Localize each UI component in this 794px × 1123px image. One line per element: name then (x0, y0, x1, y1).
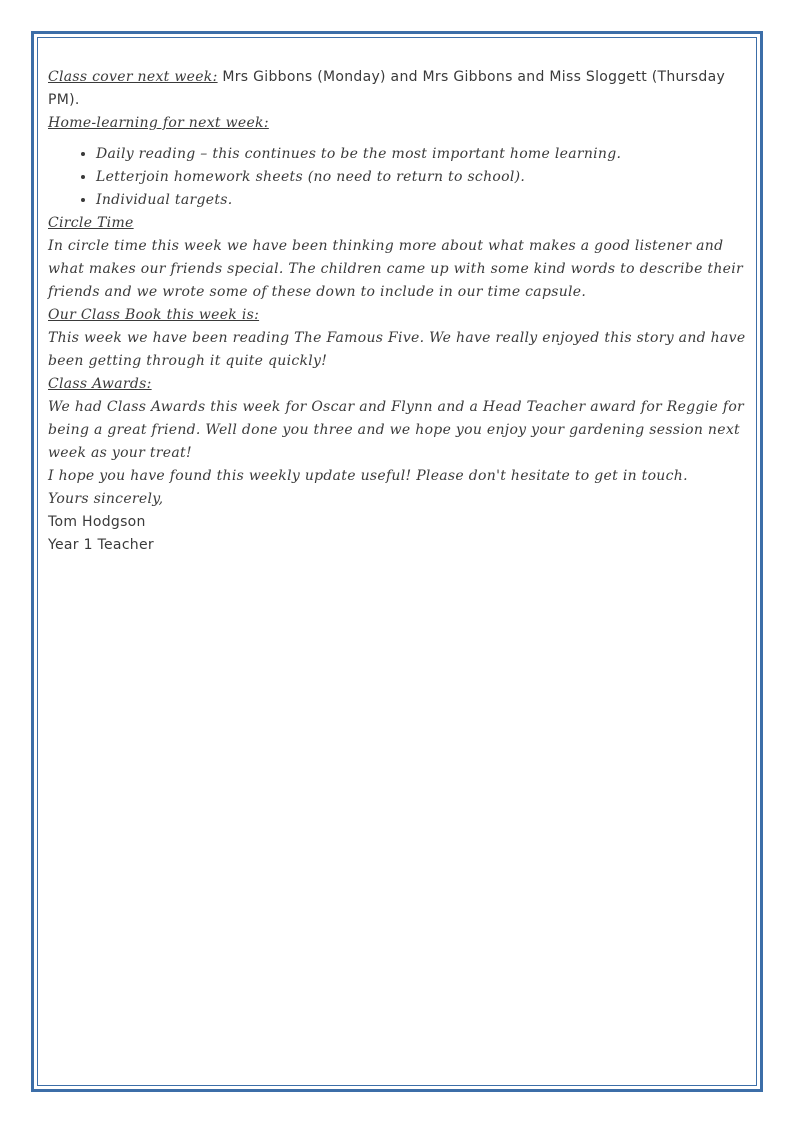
circle-time-body: In circle time this week we have been thinking more about what makes a good listener and what makes our friends special. The children came up with some kind words to describe their friends and we wrote some of these down to include in our time capsule. (48, 238, 744, 300)
home-learning-list (48, 143, 748, 212)
class-awards-heading-text: Class Awards: (48, 376, 152, 392)
circle-time-heading-text: Circle Time (48, 215, 134, 231)
class-cover-text: Mrs Gibbons (Monday) and Mrs Gibbons and Miss Sloggett (Thursday PM). (48, 69, 726, 108)
closing-yours: Yours sincerely, (48, 491, 164, 507)
list-item: • Daily reading – this continues to be the most important home learning. (96, 143, 748, 166)
signature-role: Year 1 Teacher (48, 537, 154, 553)
letter-content (48, 66, 748, 557)
list-item: • Letterjoin homework sheets (no need to return to school). (96, 166, 748, 189)
class-awards-heading (48, 373, 748, 396)
circle-time-heading (48, 212, 748, 235)
class-cover-label: Class cover next week: (48, 69, 218, 85)
closing-hope: I hope you have found this weekly update useful! Please don't hesitate to get in touch. (48, 468, 688, 484)
class-book-heading-text: Our Class Book this week is: (48, 307, 260, 323)
class-cover-paragraph (48, 66, 748, 112)
signature-name: Tom Hodgson (48, 514, 146, 530)
class-book-heading (48, 304, 748, 327)
class-awards-body: We had Class Awards this week for Oscar and Flynn and a Head Teacher award for Reggie for being a great friend. Well done you three and we hope you enjoy your gardening session next week as your treat! (48, 399, 745, 461)
list-item: • Individual targets. (96, 189, 748, 212)
home-learning-heading-text: Home-learning for next week: (48, 115, 269, 131)
home-learning-heading (48, 112, 748, 135)
class-book-body: This week we have been reading The Famous Five. We have really enjoyed this story and have been getting through it quite quickly! (48, 330, 746, 369)
